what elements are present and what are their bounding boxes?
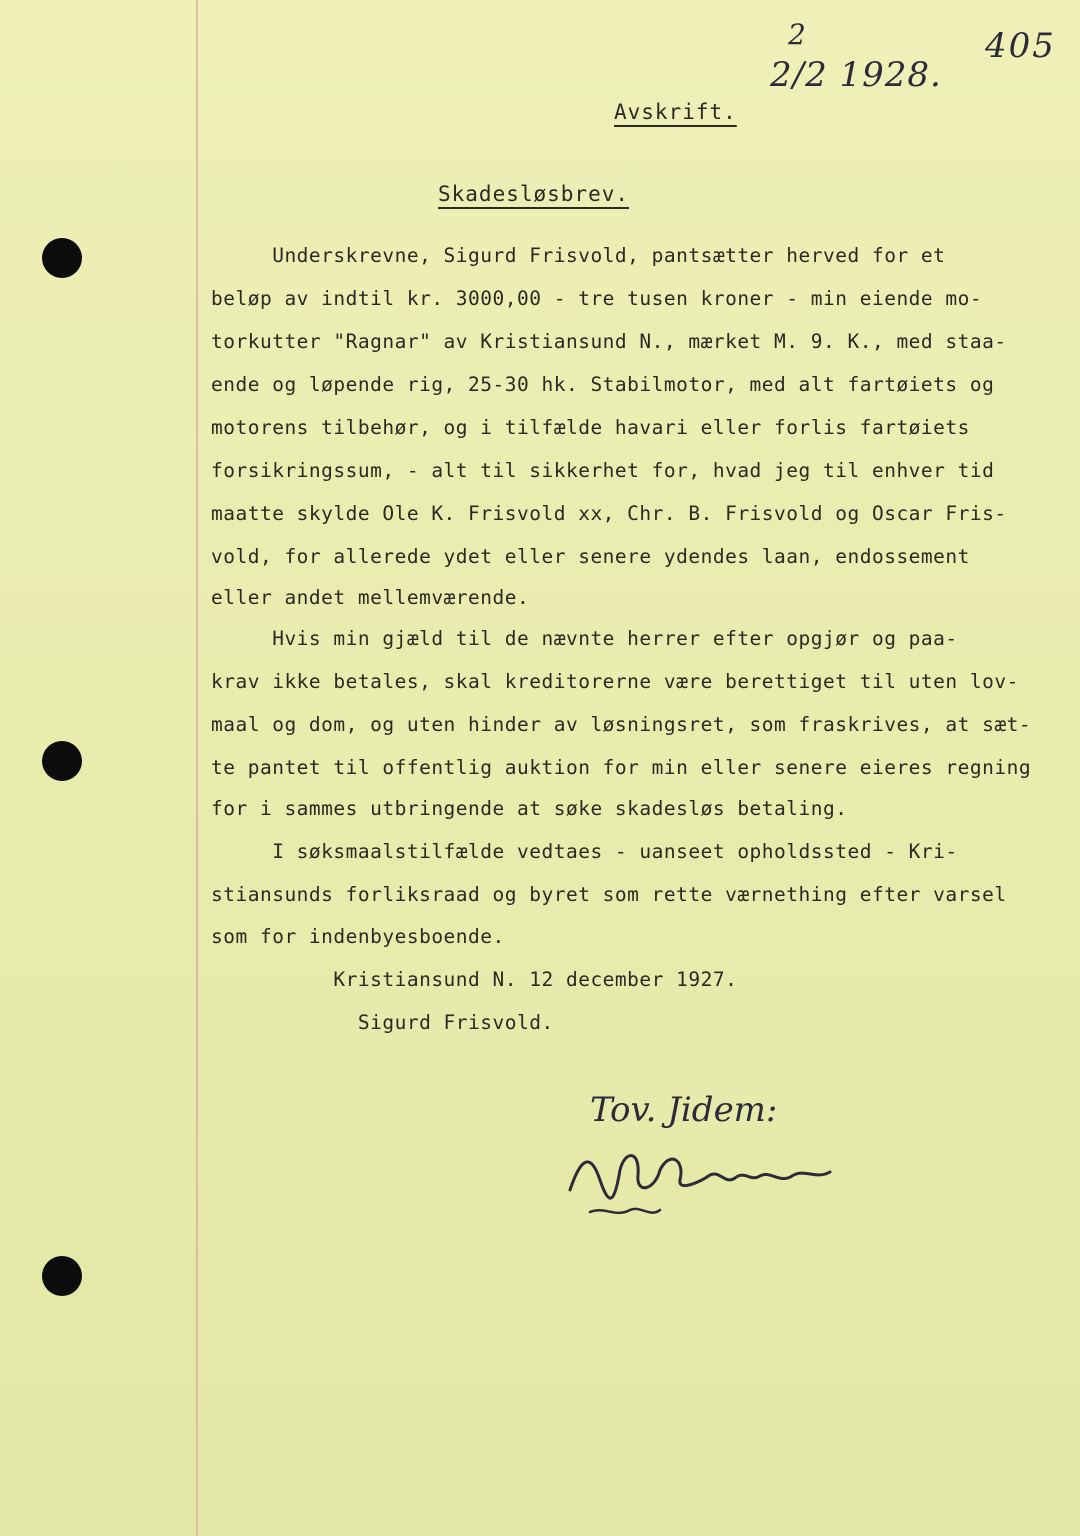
punch-hole [42, 1256, 82, 1296]
body-line: Hvis min gjæld til de nævnte herrer efter opgjør og paa- [211, 627, 958, 650]
signature-block [560, 1080, 880, 1230]
typed-signature: Sigurd Frisvold. [211, 1011, 554, 1034]
handwritten-number: 2 [788, 18, 806, 51]
body-line: beløp av indtil kr. 3000,00 - tre tusen kroner - min eiende mo- [211, 287, 983, 310]
document-heading: Skadesløsbrev. [438, 182, 630, 206]
body-line: maal og dom, og uten hinder av løsningsret, som fraskrives, at sæt- [211, 713, 1032, 736]
body-line: krav ikke betales, skal kreditorerne være berettiget til uten lov- [211, 670, 1019, 693]
document-title: Avskrift. [614, 100, 737, 124]
handwritten-date: 2/2 1928. [770, 55, 942, 95]
body-line: maatte skylde Ole K. Frisvold xx, Chr. B. Frisvold og Oscar Fris- [211, 502, 1007, 525]
body-line: som for indenbyesboende. [211, 925, 505, 948]
body-line: motorens tilbehør, og i tilfælde havari eller forlis fartøiets [211, 416, 970, 439]
body-line: vold, for allerede ydet eller senere ydendes laan, endossement [211, 545, 970, 568]
punch-hole [42, 741, 82, 781]
punch-hole [42, 238, 82, 278]
body-line: eller andet mellemværende. [211, 586, 530, 609]
handwritten-page-number: 405 [985, 26, 1056, 66]
body-line: forsikringssum, - alt til sikkerhet for, hvad jeg til enhver tid [211, 459, 995, 482]
body-line: ende og løpende rig, 25-30 hk. Stabilmotor, med alt fartøiets og [211, 373, 995, 396]
body-line: torkutter "Ragnar" av Kristiansund N., mærket M. 9. K., med staa- [211, 330, 1007, 353]
attestation-note: Tov. Jidem: [590, 1090, 778, 1130]
margin-line [196, 0, 198, 1536]
handwritten-signature [560, 1120, 880, 1230]
body-line: Underskrevne, Sigurd Frisvold, pantsætter herved for et [211, 244, 946, 267]
body-line: for i sammes utbringende at søke skadesløs betaling. [211, 797, 848, 820]
body-line: stiansunds forliksraad og byret som rette værnething efter varsel [211, 883, 1007, 906]
body-line: I søksmaalstilfælde vedtaes - uanseet opholdssted - Kri- [211, 840, 958, 863]
body-line: te pantet til offentlig auktion for min eller senere eieres regning [211, 756, 1032, 779]
place-date-line: Kristiansund N. 12 december 1927. [211, 968, 738, 991]
